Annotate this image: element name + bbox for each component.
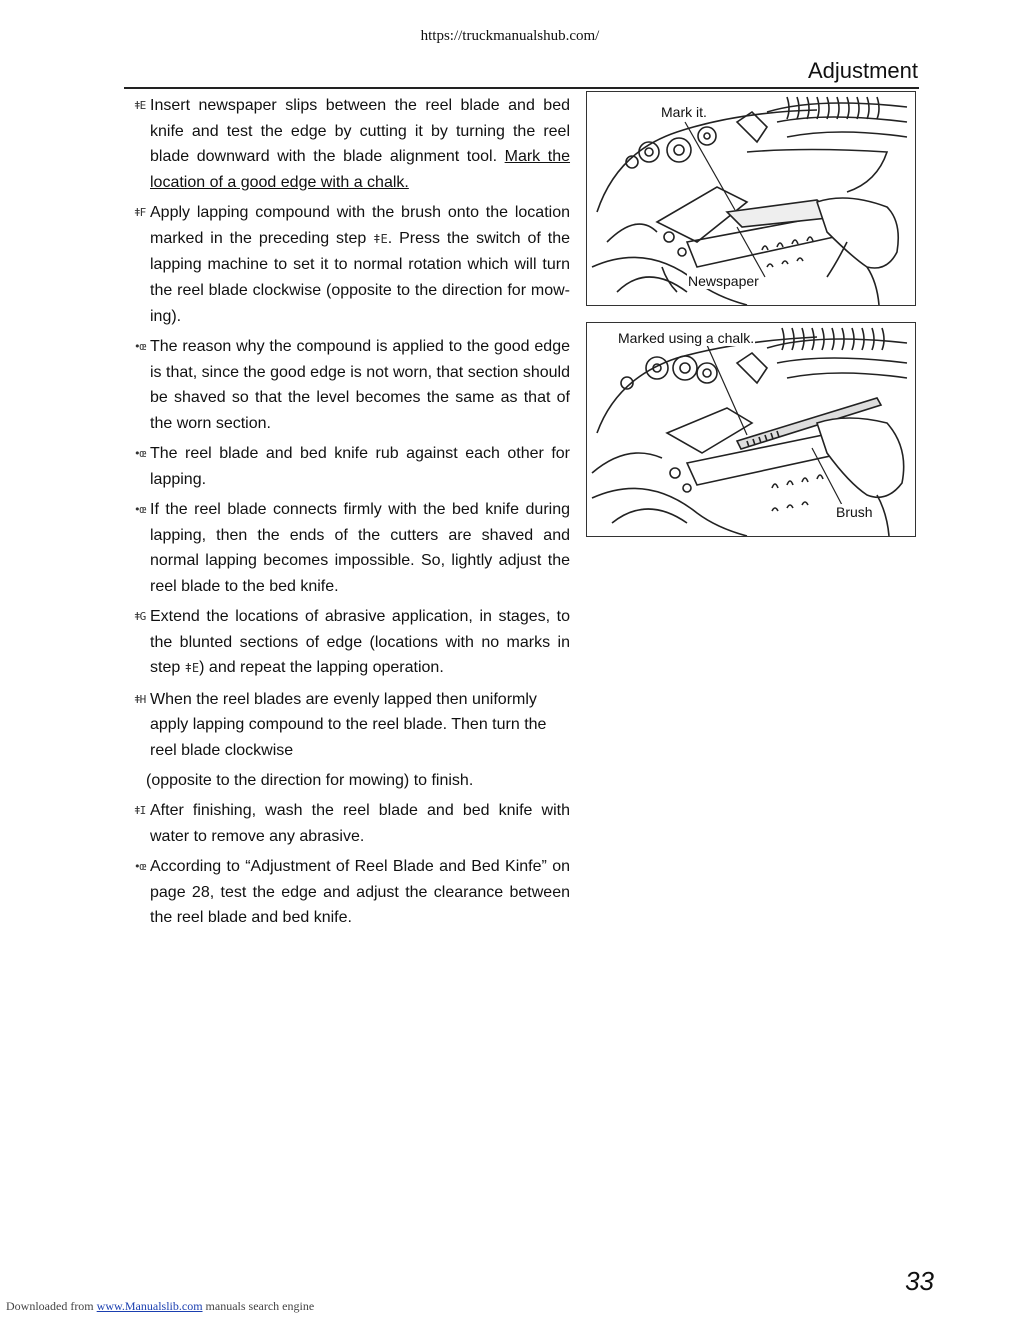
- step-text: . Press the switch of the lapping machine to set it to normal rotation which will turn the reel blade clockwise (opposite to the direction for mow-ing).: [150, 229, 570, 325]
- bullet-marker: •œ: [134, 447, 146, 461]
- step-reference: ǂE: [373, 231, 388, 246]
- figure-label-brush: Brush: [836, 504, 873, 520]
- figure-label-mark: Mark it.: [661, 104, 707, 120]
- footer: [6, 1299, 314, 1314]
- step-reference: ǂE: [184, 661, 200, 676]
- step-marker: ǂF: [134, 206, 146, 220]
- step-marker: ǂG: [134, 610, 146, 624]
- note-text: If the reel blade connects firmly with the bed knife during lapping, then the ends of the cutters are shaved and normal lapping becomes impossible. So, lightly adjust the reel blade to the bed knife.: [150, 501, 570, 595]
- note-item: [124, 854, 570, 931]
- underlined-instruction: Mark the location of a good edge with a chalk.: [150, 148, 571, 191]
- step-text: After finishing, wash the reel blade and bed knife with water to remove any abrasive.: [150, 802, 570, 845]
- figure-brush-application: [586, 322, 916, 537]
- bullet-marker: •œ: [134, 339, 146, 353]
- manualslib-link[interactable]: www.Manualslib.com: [96, 1299, 203, 1313]
- figure-label-chalk: Marked using a chalk.: [618, 330, 755, 346]
- page-number: 33: [905, 1266, 934, 1296]
- step-i: [124, 798, 570, 849]
- step-text: ) and repeat the lapping operation.: [199, 659, 444, 677]
- step-text: Insert newspaper slips between the reel blade and bed knife and test the edge by cutting it by turning the reel blade downward with the blade alignment tool.: [150, 97, 570, 166]
- step-h-continuation: (opposite to the direction for mowing) to finish.: [146, 771, 474, 789]
- note-item: [124, 441, 570, 492]
- figure-label-newspaper: Newspaper: [688, 273, 759, 289]
- figure-newspaper-test: [586, 91, 916, 306]
- note-text: According to “Adjustment of Reel Blade and Bed Kinfe” on page 28, test the edge and adjust the clearance between the reel blade and bed knife.: [150, 858, 570, 927]
- step-e: [124, 93, 570, 195]
- step-marker: ǂI: [134, 804, 146, 818]
- bullet-marker: •œ: [134, 503, 146, 517]
- step-text: When the reel blades are evenly lapped then uniformly apply lapping compound to the reel blade. Then turn the reel blade clockwise: [150, 690, 547, 760]
- footer-prefix: Downloaded from: [6, 1299, 97, 1313]
- note-item: [124, 497, 570, 599]
- header-divider: [124, 87, 919, 89]
- section-title: Adjustment: [807, 58, 918, 83]
- footer-suffix: manuals search engine: [202, 1299, 315, 1313]
- note-item: [124, 334, 570, 436]
- site-url: https://truckmanualshub.com/: [420, 28, 600, 44]
- step-text: Apply lapping compound with the brush onto the location marked in the preceding step: [150, 204, 570, 247]
- note-text: The reel blade and bed knife rub against each other for lapping.: [150, 445, 570, 488]
- step-marker: ǂE: [134, 99, 146, 112]
- instruction-text: [124, 93, 570, 936]
- step-marker: ǂH: [134, 692, 146, 706]
- note-text: The reason why the compound is applied to the good edge is that, since the good edge is not worn, that section should be shaved so that the level becomes the same as that of the worn section.: [150, 337, 570, 432]
- step-text: Extend the locations of abrasive application, in stages, to the blunted sections of edge (locations with no marks in step: [150, 608, 570, 677]
- step-f: [124, 200, 570, 329]
- bullet-marker: •œ: [134, 860, 146, 873]
- step-h: [124, 687, 570, 764]
- step-g: [124, 604, 570, 682]
